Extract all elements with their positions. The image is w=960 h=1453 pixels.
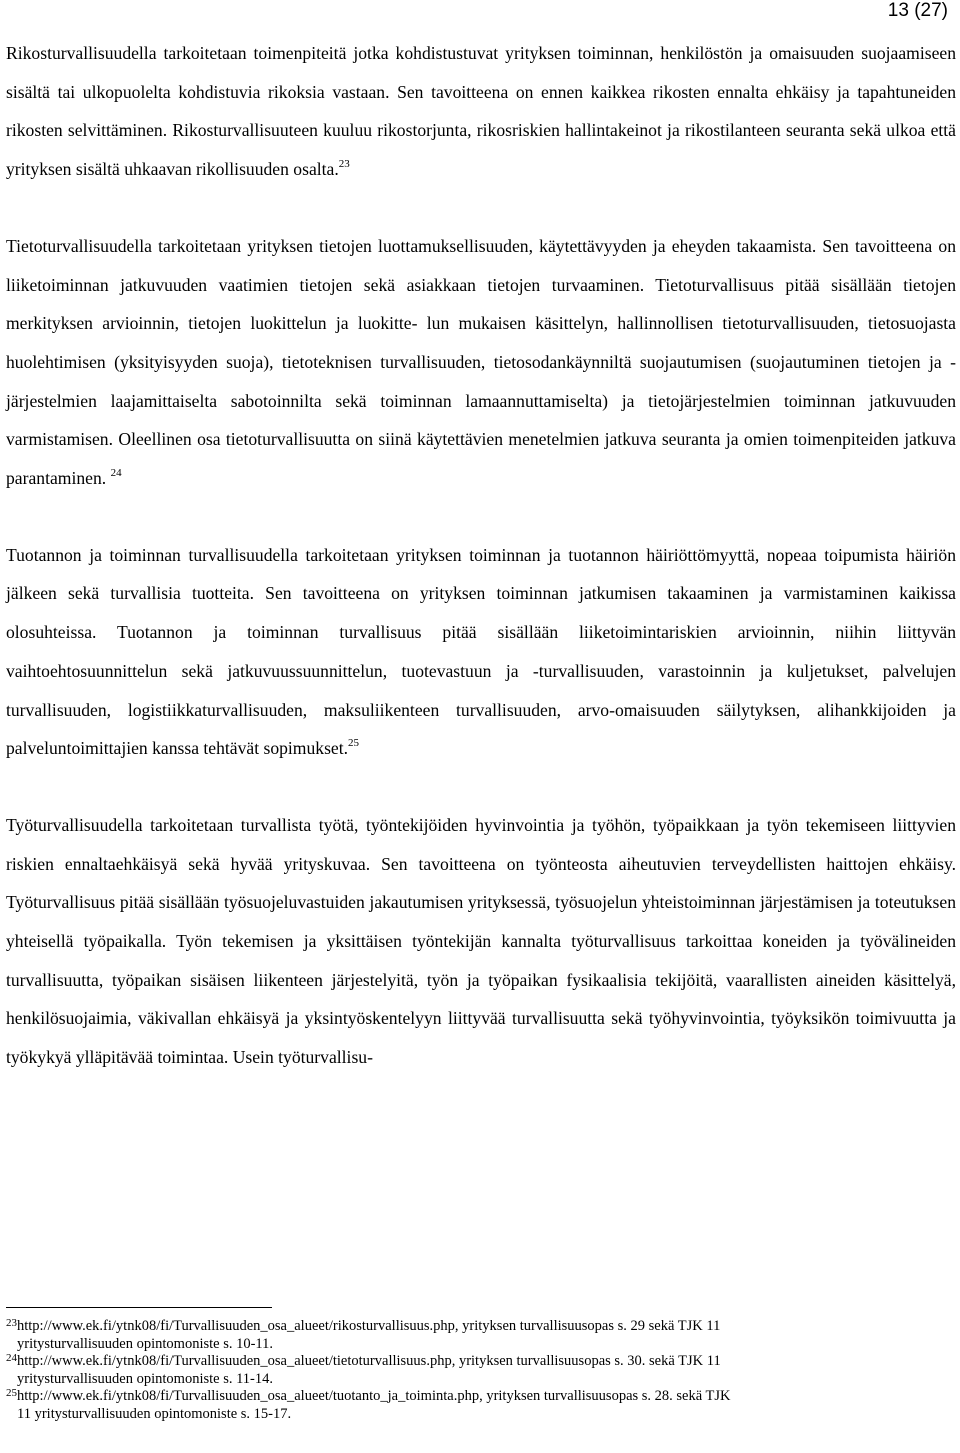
footnote-text: yritysturvallisuuden opintomoniste s. 11-14. <box>17 1370 274 1387</box>
footnote-25 <box>6 1388 956 1423</box>
footnote-ref[interactable]: 24 <box>110 467 122 480</box>
paragraph-tyoturvallisuus <box>6 806 956 1077</box>
paragraph-text: Tuotannon ja toiminnan turvallisuudella tarkoitetaan yrityksen toiminnan ja tuotannon häiriöttömyyttä, nopeaa toipumista häiriön jälkeen sekä turvallisia tuotteita. Sen tavoitteena on yrityksen toiminnan jatkumisen takaaminen ja varmistaminen kaikissa olosuhteissa. Tuotannon ja toiminnan turvallisuus pitää sisällään liiketoimintariskien arvioinnin, niihin liittyvän vaihtoehtosuunnittelun sekä jatkuvuussuunnittelun, tuotevastuun ja -turvallisuuden, varastoinnin ja kuljetukset, palvelujen turvallisuuden, logistiikkaturvallisuuden, maksuliikenteen turvallisuuden, arvo-omaisuuden säilytyksen, alihankkijoiden ja palveluntoimittajien kanssa tehtävät sopimukset. <box>6 544 956 759</box>
paragraph-tuotannon-turvallisuus <box>6 536 956 768</box>
paragraph-text: Tietoturvallisuudella tarkoitetaan yrityksen tietojen luottamuksellisuuden, käytettävyyden ja eheyden takaamista. Sen tavoitteena on liiketoiminnan jatkuvuuden vaatimien tietojen sekä asiakkaan tietojen turvaaminen. Tietoturvallisuus pitää sisällään tietojen merkityksen arvioinnin, tietojen luokittelun ja luokitte- lun mukaisen käsittelyn, hallinnollisen tietoturvallisuuden, tietosuojasta huolehtimisen (yksityisyyden suoja), tietoteknisen turvallisuuden, tietosodankäynniltä suojautumisen (suojautuminen tietojen ja -järjestelmien laajamittaiselta sabotoinnilta sekä toiminnan lamaannuttamiselta) ja tietojärjestelmien toiminnan jatkuvuuden varmistamisen. Oleellinen osa tietoturvallisuutta on siinä käytettävien menetelmien jatkuva seuranta ja omien toimenpiteiden jatkuva parantaminen. <box>6 235 956 489</box>
footnote-number: 23 <box>6 1317 17 1329</box>
document-body <box>6 34 956 1077</box>
footnote-divider <box>6 1307 272 1308</box>
footnote-text: yritysturvallisuuden opintomoniste s. 10-11. <box>17 1335 274 1352</box>
paragraph-text: Työturvallisuudella tarkoitetaan turvallista työtä, työntekijöiden hyvinvointia ja työhön, työpaikkaan ja työn tekemiseen liittyvien riskien ennaltaehkäisyä sekä hyvää yrityskuvaa. Sen tavoitteena on työnteosta aiheutuvien terveydellisten haittojen ehkäisy. Työturvallisuus pitää sisällään työsuojeluvastuiden jakautumisen yrityksessä, työsuojelun yhteistoiminnan järjestämisen ja toteutuksen yhteisellä työpaikalla. Työn tekemisen ja yksittäisen työntekijän kannalta työturvallisuus tarkoittaa koneiden ja työvälineiden turvallisuutta, työpaikan sisäisen liikenteen järjestelyitä, työn ja työpaikan fysikaalisia tekijöitä, vaarallisten aineiden käsittelyä, henkilösuojaimia, väkivallan ehkäisyä ja yksintyöskentelyyn liittyvää turvallisuutta sekä työhyvinvointia, työyksikön toimivuutta ja työkykyä ylläpitävää toimintaa. Usein työturvallisu- <box>6 814 956 1068</box>
footnote-link[interactable]: http://www.ek.fi/ytnk08/fi/Turvallisuuden_osa_alueet/tietoturvallisuus.php, yrityksen turvallisuusopas s. 30. sekä TJK 11 <box>17 1353 721 1369</box>
paragraph-rikosturvallisuus <box>6 34 956 189</box>
footnote-number: 25 <box>6 1387 17 1399</box>
footnote-ref[interactable]: 23 <box>338 158 350 171</box>
footnotes <box>6 1318 956 1423</box>
footnote-link[interactable]: http://www.ek.fi/ytnk08/fi/Turvallisuuden_osa_alueet/tuotanto_ja_toiminta.php, yrityksen turvallisuusopas s. 28. sekä TJK <box>17 1388 731 1404</box>
footnote-ref[interactable]: 25 <box>348 737 360 750</box>
footnote-text: 11 yritysturvallisuuden opintomoniste s. 15-17. <box>17 1405 292 1422</box>
page-number: 13 (27) <box>887 0 948 21</box>
footnote-24 <box>6 1353 956 1388</box>
footnote-23 <box>6 1318 956 1353</box>
paragraph-text: Rikosturvallisuudella tarkoitetaan toimenpiteitä jotka kohdistustuvat yrityksen toiminnan, henkilöstön ja omaisuuden suojaamiseen sisältä tai ulkopuolelta kohdistuvia rikoksia vastaan. Sen tavoitteena on ennen kaikkea rikosten ennalta ehkäisy ja tapahtuneiden rikosten selvittäminen. Rikosturvallisuuteen kuuluu rikostorjunta, rikosriskien hallintakeinot ja rikostilanteen seuranta sekä ulkoa että yrityksen sisältä uhkaavan rikollisuuden osalta. <box>6 43 956 180</box>
footnote-number: 24 <box>6 1352 17 1364</box>
footnote-link[interactable]: http://www.ek.fi/ytnk08/fi/Turvallisuuden_osa_alueet/rikosturvallisuus.php, yrityksen turvallisuusopas s. 29 sekä TJK 11 <box>17 1318 721 1334</box>
paragraph-tietoturvallisuus <box>6 227 956 498</box>
